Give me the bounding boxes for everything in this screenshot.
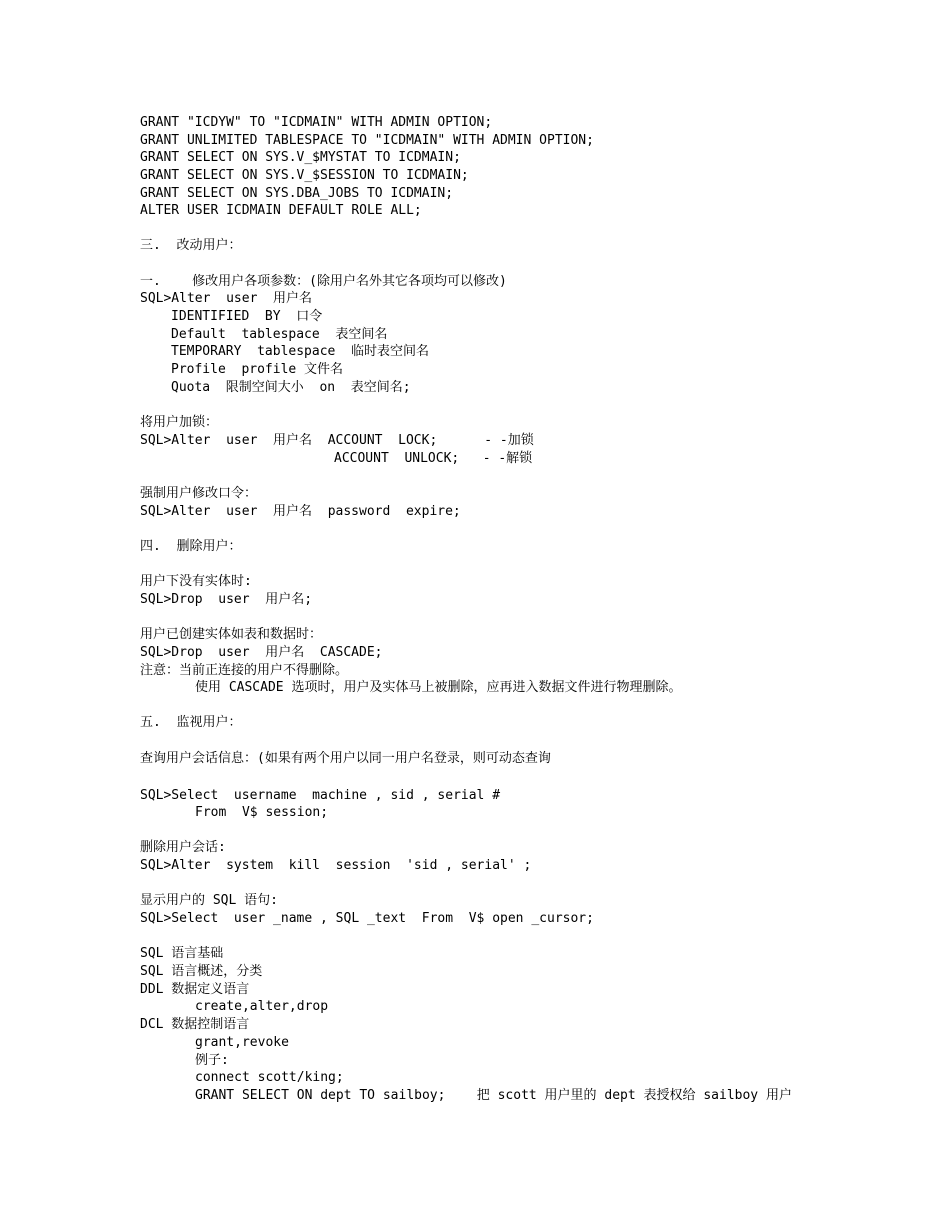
text-line: GRANT SELECT ON SYS.V_$MYSTAT TO ICDMAIN; <box>140 150 461 165</box>
code-line: SQL>Alter user 用户名 password expire; <box>140 504 461 519</box>
text-line: 查询用户会话信息：(如果有两个用户以同一用户名登录，则可动态查询 <box>140 751 551 766</box>
text-line: 强制用户修改口令： <box>140 486 258 501</box>
code-line: SQL>Alter system kill session 'sid , serial' ; <box>140 858 532 873</box>
text-line: ALTER USER ICDMAIN DEFAULT ROLE ALL; <box>140 203 422 218</box>
text-line: 显示用户的 SQL 语句: <box>140 893 278 908</box>
code-line: SQL>Alter user 用户名 <box>140 291 313 306</box>
code-line: TEMPORARY tablespace 临时表空间名 <box>171 344 430 359</box>
text-line: DCL 数据控制语言 <box>140 1017 250 1032</box>
code-line: SQL>Drop user 用户名; <box>140 592 313 607</box>
text-line: SQL 语言基础 <box>140 946 224 961</box>
code-line: SQL>Select username machine , sid , serial # <box>140 788 501 803</box>
code-line: grant,revoke <box>195 1035 289 1050</box>
code-line: SQL>Select user _name , SQL _text From V$ open _cursor; <box>140 911 594 926</box>
text-line: 删除用户会话: <box>140 840 226 855</box>
text-line: DDL 数据定义语言 <box>140 982 250 997</box>
code-line: connect scott/king; <box>195 1070 344 1085</box>
subsection-heading: 一. 修改用户各项参数：(除用户名外其它各项均可以修改) <box>140 274 507 289</box>
text-line: GRANT SELECT ON SYS.DBA_JOBS TO ICDMAIN; <box>140 186 454 201</box>
section-heading: 三. 改动用户： <box>140 238 242 253</box>
text-line: 用户已创建实体如表和数据时： <box>140 627 323 642</box>
text-line: GRANT "ICDYW" TO "ICDMAIN" WITH ADMIN OPTION; <box>140 115 493 130</box>
code-line: IDENTIFIED BY 口令 <box>171 309 323 324</box>
section-heading: 四. 删除用户： <box>140 539 242 554</box>
code-line: From V$ session; <box>195 805 329 820</box>
code-line: GRANT SELECT ON dept TO sailboy; 把 scott 用户里的 dept 表授权给 sailboy 用户 <box>195 1088 792 1103</box>
note-line: 注意：当前正连接的用户不得删除。 <box>140 663 349 678</box>
text-line: GRANT SELECT ON SYS.V_$SESSION TO ICDMAIN; <box>140 168 469 183</box>
code-line: Profile profile 文件名 <box>171 362 344 377</box>
code-line: SQL>Alter user 用户名 ACCOUNT LOCK; - -加锁 <box>140 433 534 448</box>
text-line: SQL 语言概述，分类 <box>140 964 263 979</box>
code-line: create,alter,drop <box>195 999 329 1014</box>
text-line: 例子: <box>195 1053 229 1068</box>
code-line: Quota 限制空间大小 on 表空间名; <box>171 380 411 395</box>
code-line: Default tablespace 表空间名 <box>171 327 388 342</box>
note-line: 使用 CASCADE 选项时，用户及实体马上被删除，应再进入数据文件进行物理删除。 <box>195 680 682 695</box>
code-line: SQL>Drop user 用户名 CASCADE; <box>140 645 383 660</box>
code-line: ACCOUNT UNLOCK; - -解锁 <box>334 451 533 466</box>
text-line: GRANT UNLIMITED TABLESPACE TO "ICDMAIN" WITH ADMIN OPTION; <box>140 133 594 148</box>
text-line: 将用户加锁： <box>140 415 219 430</box>
text-line: 用户下没有实体时: <box>140 574 252 589</box>
section-heading: 五. 监视用户： <box>140 715 242 730</box>
